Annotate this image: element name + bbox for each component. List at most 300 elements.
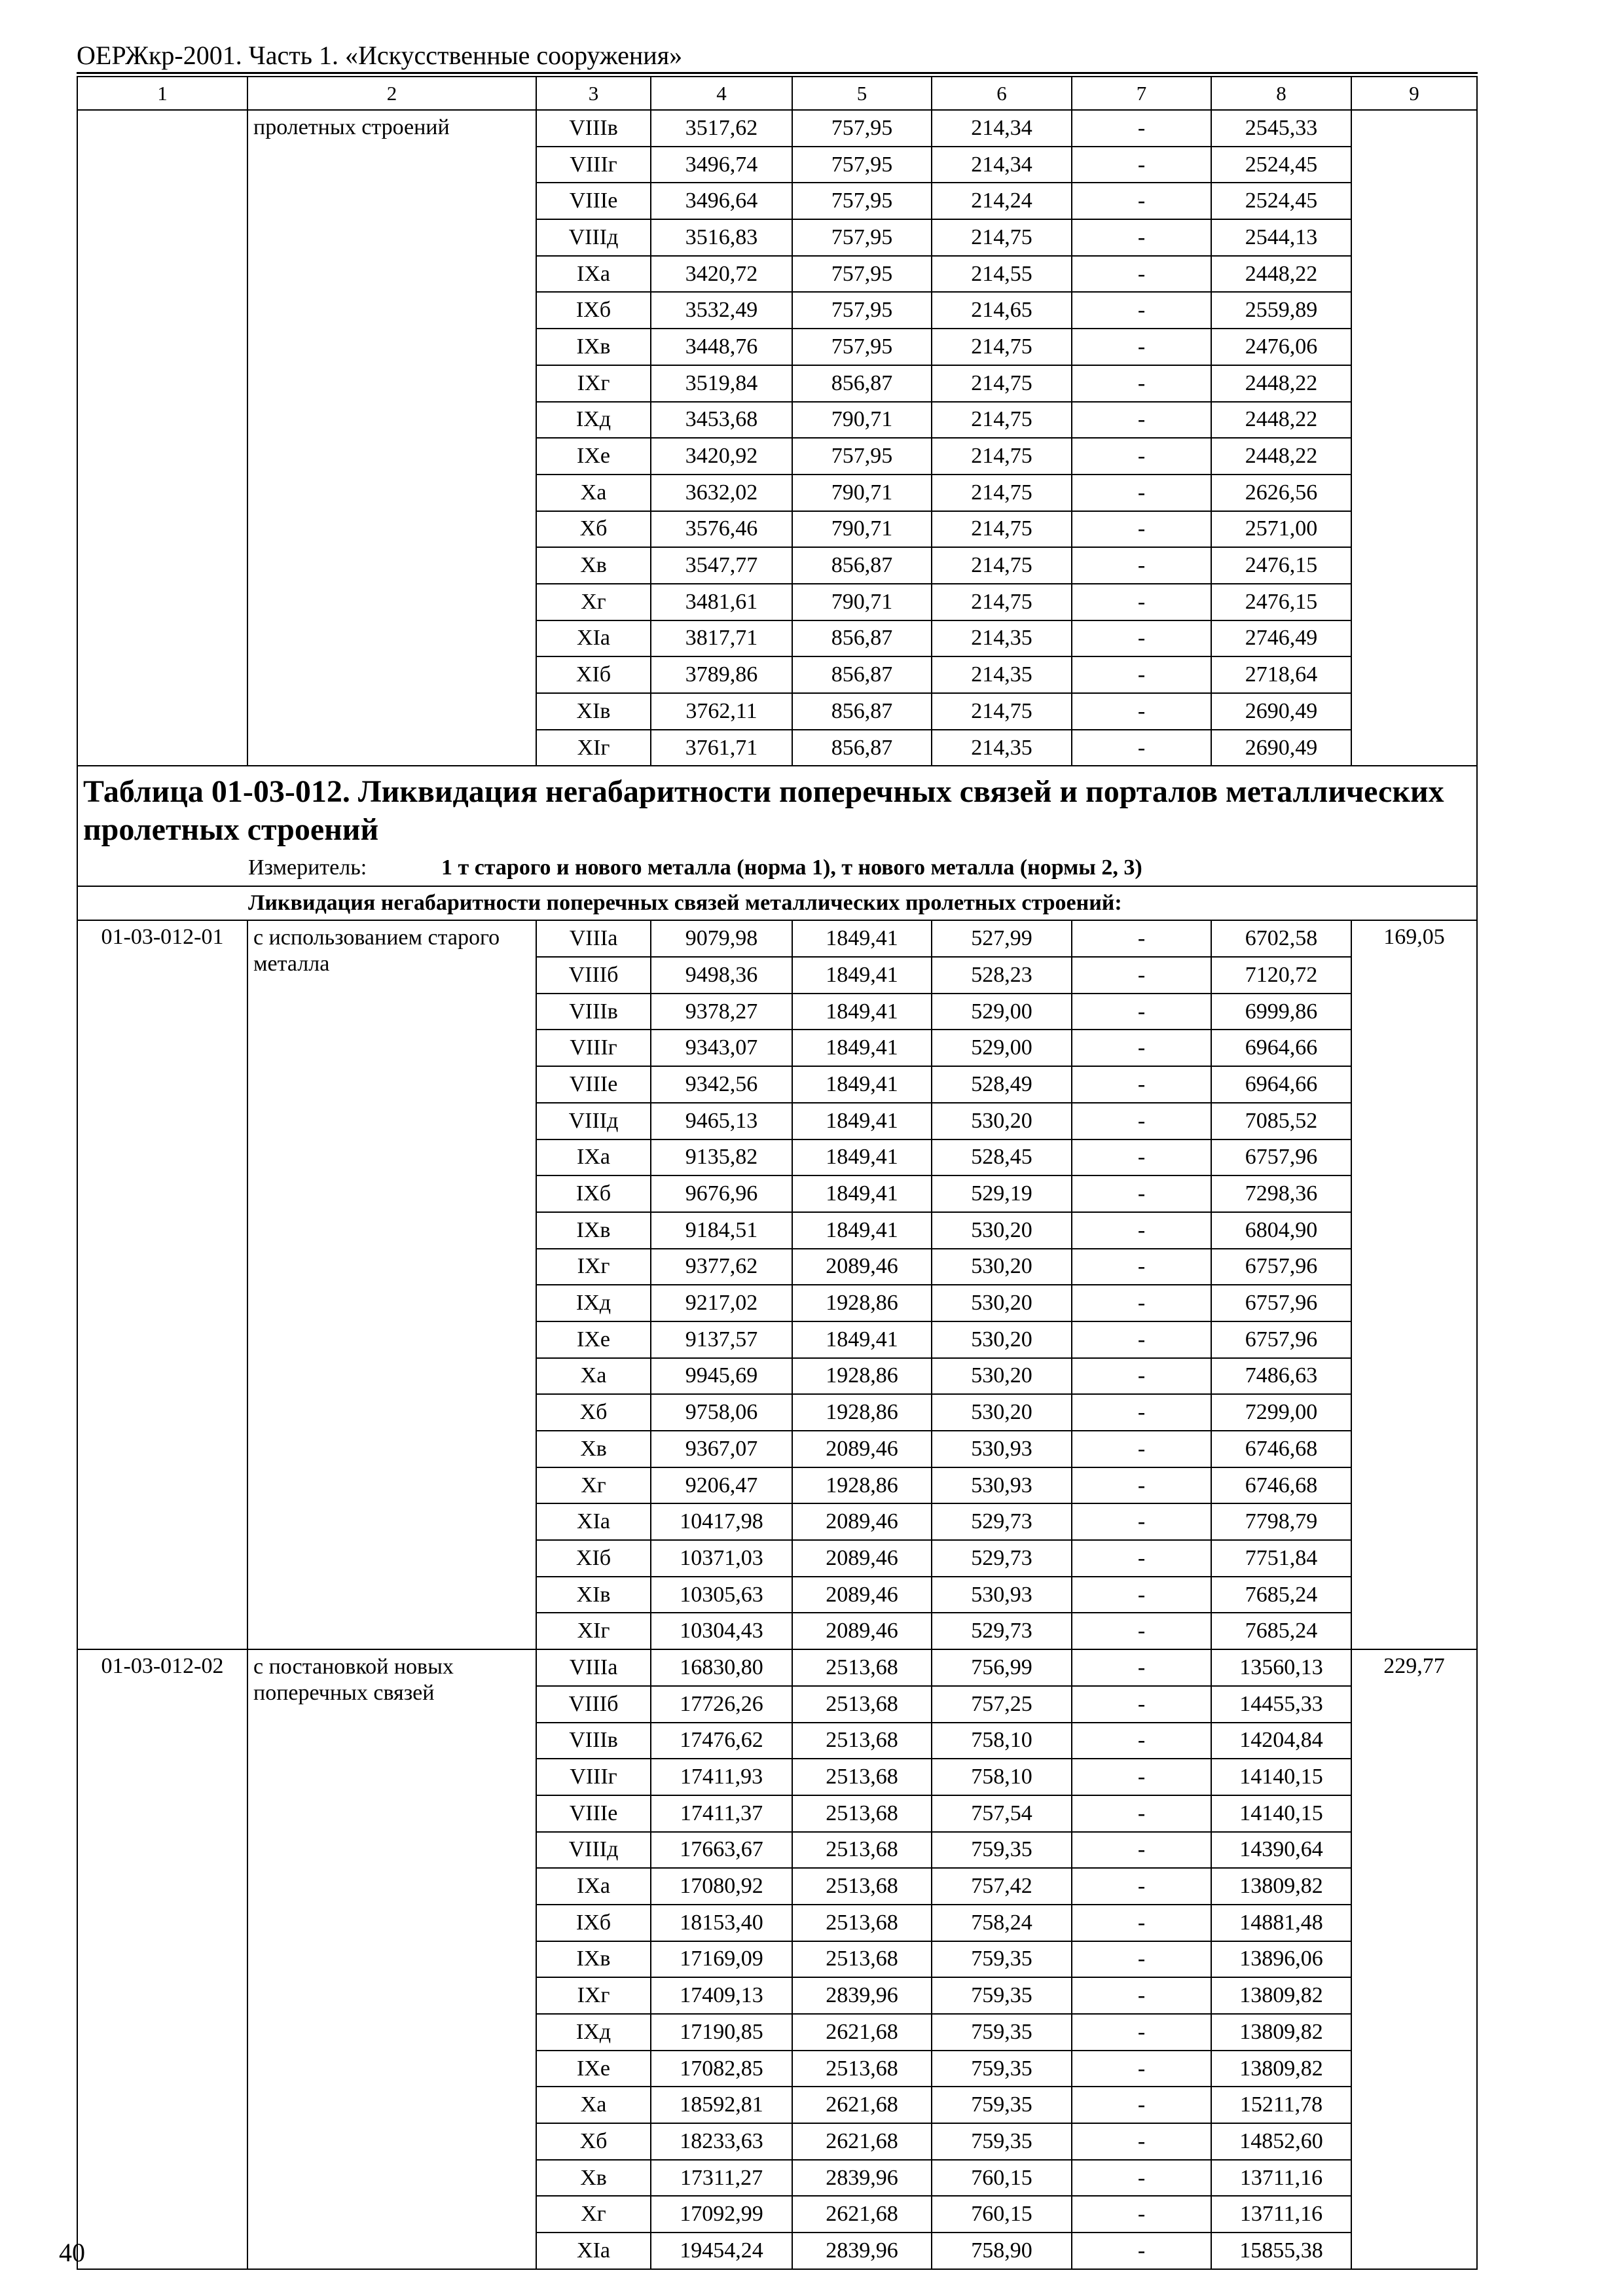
type-cell: XIб [536, 1540, 651, 1577]
c4-cell: 3789,86 [651, 656, 792, 693]
type-cell: Xа [536, 2087, 651, 2123]
c5-cell: 757,95 [792, 183, 932, 219]
type-cell: IXв [536, 329, 651, 365]
c5-cell: 1849,41 [792, 957, 932, 994]
c4-cell: 17169,09 [651, 1941, 792, 1978]
c8-cell: 7299,00 [1211, 1394, 1351, 1431]
type-cell: VIIIв [536, 1723, 651, 1759]
c7-cell: - [1072, 2014, 1211, 2051]
c6-cell: 758,90 [932, 2233, 1072, 2269]
c7-cell: - [1072, 620, 1211, 657]
c6-cell: 214,75 [932, 547, 1072, 584]
c4-cell: 17082,85 [651, 2051, 792, 2087]
c5-cell: 1849,41 [792, 1066, 932, 1103]
c4-cell: 3761,71 [651, 730, 792, 766]
c8-cell: 2559,89 [1211, 292, 1351, 329]
c6-cell: 758,10 [932, 1723, 1072, 1759]
c8-cell: 7486,63 [1211, 1358, 1351, 1395]
c5-cell: 1928,86 [792, 1394, 932, 1431]
c7-cell: - [1072, 1686, 1211, 1723]
c6-cell: 214,75 [932, 365, 1072, 402]
c8-cell: 2690,49 [1211, 730, 1351, 766]
type-cell: XIг [536, 1613, 651, 1649]
c5-cell: 2513,68 [792, 1905, 932, 1941]
c5-cell: 2089,46 [792, 1613, 932, 1649]
c8-cell: 13896,06 [1211, 1941, 1351, 1978]
c5-cell: 856,87 [792, 620, 932, 657]
c5-cell: 1849,41 [792, 1212, 932, 1249]
column-number: 6 [932, 77, 1072, 110]
header-rule [77, 72, 1478, 74]
c6-cell: 214,34 [932, 147, 1072, 183]
c5-cell: 2839,96 [792, 2160, 932, 2197]
c4-cell: 18592,81 [651, 2087, 792, 2123]
c7-cell: - [1072, 1103, 1211, 1139]
c7-cell: - [1072, 256, 1211, 293]
c4-cell: 9217,02 [651, 1285, 792, 1321]
subheader-row [77, 886, 1477, 920]
c6-cell: 214,35 [932, 620, 1072, 657]
c7-cell: - [1072, 2123, 1211, 2160]
type-cell: IXе [536, 1321, 651, 1358]
c6-cell: 214,75 [932, 219, 1072, 256]
c5-cell: 757,95 [792, 256, 932, 293]
c5-cell: 2089,46 [792, 1249, 932, 1285]
c6-cell: 759,35 [932, 2014, 1072, 2051]
c5-cell: 790,71 [792, 402, 932, 439]
c8-cell: 6757,96 [1211, 1285, 1351, 1321]
column-number: 5 [792, 77, 932, 110]
c4-cell: 19454,24 [651, 2233, 792, 2269]
column-number-row [77, 77, 1477, 110]
type-cell: Xг [536, 2196, 651, 2233]
c4-cell: 9137,57 [651, 1321, 792, 1358]
c5-cell: 2621,68 [792, 2196, 932, 2233]
c8-cell: 14852,60 [1211, 2123, 1351, 2160]
c7-cell: - [1072, 1503, 1211, 1540]
c7-cell: - [1072, 1941, 1211, 1978]
c8-cell: 7685,24 [1211, 1577, 1351, 1613]
rate-code: 01-03-012-01 [77, 920, 247, 1649]
c6-cell: 214,35 [932, 656, 1072, 693]
c4-cell: 3448,76 [651, 329, 792, 365]
c7-cell: - [1072, 511, 1211, 548]
c9-cell: 169,05 [1351, 920, 1477, 1649]
type-cell: VIIIе [536, 1066, 651, 1103]
type-cell: Xв [536, 547, 651, 584]
c8-cell: 6757,96 [1211, 1321, 1351, 1358]
c5-cell: 2513,68 [792, 1649, 932, 1686]
c4-cell: 9206,47 [651, 1467, 792, 1504]
c4-cell: 9184,51 [651, 1212, 792, 1249]
type-cell: VIIIб [536, 1686, 651, 1723]
column-number: 4 [651, 77, 792, 110]
c8-cell: 2626,56 [1211, 475, 1351, 511]
c6-cell: 758,24 [932, 1905, 1072, 1941]
c6-cell: 528,23 [932, 957, 1072, 994]
c7-cell: - [1072, 219, 1211, 256]
c6-cell: 214,65 [932, 292, 1072, 329]
type-cell: VIIIе [536, 1795, 651, 1832]
work-description: с использованием старого металла [247, 920, 536, 1649]
c5-cell: 1928,86 [792, 1467, 932, 1504]
type-cell: IXе [536, 2051, 651, 2087]
type-cell: Xг [536, 584, 651, 620]
c6-cell: 530,20 [932, 1394, 1072, 1431]
c8-cell: 7751,84 [1211, 1540, 1351, 1577]
c7-cell: - [1072, 1649, 1211, 1686]
c8-cell: 7685,24 [1211, 1613, 1351, 1649]
c4-cell: 9676,96 [651, 1175, 792, 1212]
c5-cell: 856,87 [792, 656, 932, 693]
c6-cell: 759,35 [932, 1977, 1072, 2014]
c5-cell: 2513,68 [792, 1795, 932, 1832]
c7-cell: - [1072, 1212, 1211, 1249]
c5-cell: 790,71 [792, 475, 932, 511]
c7-cell: - [1072, 1175, 1211, 1212]
c7-cell: - [1072, 1905, 1211, 1941]
type-cell: VIIIв [536, 110, 651, 147]
c4-cell: 3496,74 [651, 147, 792, 183]
c8-cell: 2524,45 [1211, 147, 1351, 183]
c4-cell: 16830,80 [651, 1649, 792, 1686]
c8-cell: 2718,64 [1211, 656, 1351, 693]
c4-cell: 9465,13 [651, 1103, 792, 1139]
c4-cell: 3519,84 [651, 365, 792, 402]
c8-cell: 13711,16 [1211, 2196, 1351, 2233]
c4-cell: 9135,82 [651, 1139, 792, 1176]
c5-cell: 2513,68 [792, 1759, 932, 1795]
c6-cell: 757,25 [932, 1686, 1072, 1723]
c7-cell: - [1072, 475, 1211, 511]
c4-cell: 10417,98 [651, 1503, 792, 1540]
c6-cell: 529,73 [932, 1540, 1072, 1577]
c6-cell: 530,20 [932, 1249, 1072, 1285]
c5-cell: 757,95 [792, 438, 932, 475]
c5-cell: 1849,41 [792, 1030, 932, 1066]
c5-cell: 2513,68 [792, 1686, 932, 1723]
c5-cell: 856,87 [792, 547, 932, 584]
c6-cell: 527,99 [932, 920, 1072, 957]
c8-cell: 2448,22 [1211, 402, 1351, 439]
c5-cell: 2513,68 [792, 1868, 932, 1905]
type-cell: VIIIа [536, 1649, 651, 1686]
c7-cell: - [1072, 1832, 1211, 1869]
c8-cell: 2545,33 [1211, 110, 1351, 147]
c4-cell: 3481,61 [651, 584, 792, 620]
c4-cell: 3632,02 [651, 475, 792, 511]
c4-cell: 3453,68 [651, 402, 792, 439]
c7-cell: - [1072, 292, 1211, 329]
c6-cell: 760,15 [932, 2196, 1072, 2233]
type-cell: IXд [536, 2014, 651, 2051]
c8-cell: 14140,15 [1211, 1795, 1351, 1832]
c5-cell: 856,87 [792, 693, 932, 730]
c6-cell: 530,93 [932, 1431, 1072, 1467]
c8-cell: 6746,68 [1211, 1467, 1351, 1504]
c8-cell: 6999,86 [1211, 994, 1351, 1030]
type-cell: VIIIг [536, 1759, 651, 1795]
c7-cell: - [1072, 1066, 1211, 1103]
column-number: 2 [247, 77, 536, 110]
c6-cell: 759,35 [932, 2051, 1072, 2087]
c4-cell: 10304,43 [651, 1613, 792, 1649]
c5-cell: 757,95 [792, 219, 932, 256]
c8-cell: 6757,96 [1211, 1139, 1351, 1176]
c8-cell: 2524,45 [1211, 183, 1351, 219]
c8-cell: 13809,82 [1211, 1868, 1351, 1905]
c5-cell: 1849,41 [792, 1139, 932, 1176]
c4-cell: 9342,56 [651, 1066, 792, 1103]
c7-cell: - [1072, 2051, 1211, 2087]
table-title: Таблица 01-03-012. Ликвидация негабаритности поперечных связей и порталов металлических пролетных строений [83, 774, 1444, 848]
type-cell: Xб [536, 1394, 651, 1431]
c6-cell: 529,73 [932, 1613, 1072, 1649]
c6-cell: 759,35 [932, 1832, 1072, 1869]
c6-cell: 214,75 [932, 329, 1072, 365]
c6-cell: 214,35 [932, 730, 1072, 766]
c5-cell: 757,95 [792, 329, 932, 365]
type-cell: IXв [536, 1212, 651, 1249]
c6-cell: 529,73 [932, 1503, 1072, 1540]
type-cell: XIв [536, 1577, 651, 1613]
c6-cell: 530,93 [932, 1467, 1072, 1504]
c5-cell: 2089,46 [792, 1540, 932, 1577]
c6-cell: 530,20 [932, 1285, 1072, 1321]
c6-cell: 759,35 [932, 2087, 1072, 2123]
c7-cell: - [1072, 1431, 1211, 1467]
type-cell: IXг [536, 365, 651, 402]
type-cell: Xб [536, 511, 651, 548]
type-cell: IXд [536, 1285, 651, 1321]
c5-cell: 856,87 [792, 365, 932, 402]
type-cell: Xв [536, 1431, 651, 1467]
page-number: 40 [59, 2238, 85, 2267]
c4-cell: 3762,11 [651, 693, 792, 730]
c8-cell: 14390,64 [1211, 1832, 1351, 1869]
type-cell: XIа [536, 620, 651, 657]
rates-table [77, 76, 1478, 2270]
type-cell: XIа [536, 2233, 651, 2269]
c7-cell: - [1072, 1723, 1211, 1759]
c7-cell: - [1072, 547, 1211, 584]
c5-cell: 2621,68 [792, 2014, 932, 2051]
c6-cell: 530,20 [932, 1103, 1072, 1139]
type-cell: Xг [536, 1467, 651, 1504]
c8-cell: 6757,96 [1211, 1249, 1351, 1285]
type-cell: IXа [536, 256, 651, 293]
c7-cell: - [1072, 730, 1211, 766]
type-cell: IXа [536, 1139, 651, 1176]
c8-cell: 15211,78 [1211, 2087, 1351, 2123]
c4-cell: 18233,63 [651, 2123, 792, 2160]
c8-cell: 7798,79 [1211, 1503, 1351, 1540]
rate-code [77, 110, 247, 766]
c6-cell: 757,54 [932, 1795, 1072, 1832]
c8-cell: 13809,82 [1211, 2051, 1351, 2087]
c6-cell: 214,75 [932, 511, 1072, 548]
c6-cell: 756,99 [932, 1649, 1072, 1686]
c7-cell: - [1072, 438, 1211, 475]
c8-cell: 13809,82 [1211, 2014, 1351, 2051]
c4-cell: 3547,77 [651, 547, 792, 584]
c6-cell: 529,00 [932, 994, 1072, 1030]
table-row [77, 1649, 1477, 1686]
c6-cell: 530,20 [932, 1358, 1072, 1395]
c6-cell: 530,20 [932, 1321, 1072, 1358]
c8-cell: 7120,72 [1211, 957, 1351, 994]
c7-cell: - [1072, 1467, 1211, 1504]
c7-cell: - [1072, 584, 1211, 620]
type-cell: Xв [536, 2160, 651, 2197]
c6-cell: 528,49 [932, 1066, 1072, 1103]
c8-cell: 7085,52 [1211, 1103, 1351, 1139]
type-cell: VIIIб [536, 957, 651, 994]
c5-cell: 2513,68 [792, 2051, 932, 2087]
type-cell: VIIIв [536, 994, 651, 1030]
c6-cell: 214,55 [932, 256, 1072, 293]
c7-cell: - [1072, 656, 1211, 693]
c6-cell: 760,15 [932, 2160, 1072, 2197]
type-cell: VIIIд [536, 219, 651, 256]
c7-cell: - [1072, 1394, 1211, 1431]
c7-cell: - [1072, 147, 1211, 183]
type-cell: VIIIг [536, 1030, 651, 1066]
c6-cell: 530,93 [932, 1577, 1072, 1613]
c8-cell: 6804,90 [1211, 1212, 1351, 1249]
c6-cell: 214,34 [932, 110, 1072, 147]
c7-cell: - [1072, 110, 1211, 147]
c8-cell: 2476,15 [1211, 547, 1351, 584]
c7-cell: - [1072, 2233, 1211, 2269]
c5-cell: 757,95 [792, 292, 932, 329]
c5-cell: 2513,68 [792, 1941, 932, 1978]
c8-cell: 15855,38 [1211, 2233, 1351, 2269]
c5-cell: 2089,46 [792, 1577, 932, 1613]
type-cell: IXг [536, 1249, 651, 1285]
c4-cell: 3420,92 [651, 438, 792, 475]
c5-cell: 2089,46 [792, 1503, 932, 1540]
c4-cell: 3817,71 [651, 620, 792, 657]
c8-cell: 2448,22 [1211, 365, 1351, 402]
c5-cell: 2839,96 [792, 1977, 932, 2014]
c4-cell: 9079,98 [651, 920, 792, 957]
c8-cell: 14140,15 [1211, 1759, 1351, 1795]
c4-cell: 9343,07 [651, 1030, 792, 1066]
c4-cell: 9378,27 [651, 994, 792, 1030]
type-cell: IXе [536, 438, 651, 475]
c4-cell: 17663,67 [651, 1832, 792, 1869]
c4-cell: 17476,62 [651, 1723, 792, 1759]
c7-cell: - [1072, 1249, 1211, 1285]
c7-cell: - [1072, 329, 1211, 365]
c8-cell: 13560,13 [1211, 1649, 1351, 1686]
c4-cell: 17726,26 [651, 1686, 792, 1723]
c6-cell: 214,24 [932, 183, 1072, 219]
c5-cell: 2513,68 [792, 1832, 932, 1869]
column-number: 8 [1211, 77, 1351, 110]
c4-cell: 18153,40 [651, 1905, 792, 1941]
c5-cell: 2839,96 [792, 2233, 932, 2269]
c6-cell: 214,75 [932, 438, 1072, 475]
type-cell: Xа [536, 1358, 651, 1395]
type-cell: VIIIд [536, 1832, 651, 1869]
c8-cell: 14455,33 [1211, 1686, 1351, 1723]
c5-cell: 856,87 [792, 730, 932, 766]
c8-cell: 6746,68 [1211, 1431, 1351, 1467]
table-row [77, 920, 1477, 957]
c4-cell: 17409,13 [651, 1977, 792, 2014]
c7-cell: - [1072, 1540, 1211, 1577]
c8-cell: 2544,13 [1211, 219, 1351, 256]
c8-cell: 2448,22 [1211, 438, 1351, 475]
column-number: 9 [1351, 77, 1477, 110]
c4-cell: 3496,64 [651, 183, 792, 219]
measure-line [83, 854, 1471, 882]
c7-cell: - [1072, 1577, 1211, 1613]
c8-cell: 2746,49 [1211, 620, 1351, 657]
c6-cell: 530,20 [932, 1212, 1072, 1249]
c5-cell: 2621,68 [792, 2123, 932, 2160]
c4-cell: 9498,36 [651, 957, 792, 994]
c7-cell: - [1072, 693, 1211, 730]
c5-cell: 2089,46 [792, 1431, 932, 1467]
type-cell: VIIIд [536, 1103, 651, 1139]
c4-cell: 17311,27 [651, 2160, 792, 2197]
c8-cell: 6964,66 [1211, 1030, 1351, 1066]
subheader: Ликвидация негабаритности поперечных связей металлических пролетных строений: [77, 886, 1477, 920]
c7-cell: - [1072, 2087, 1211, 2123]
measure-value: 1 т старого и нового металла (норма 1), т нового металла (нормы 2, 3) [441, 855, 1142, 880]
c4-cell: 9377,62 [651, 1249, 792, 1285]
column-number: 7 [1072, 77, 1211, 110]
c7-cell: - [1072, 1139, 1211, 1176]
c7-cell: - [1072, 920, 1211, 957]
type-cell: IXб [536, 292, 651, 329]
c6-cell: 759,35 [932, 2123, 1072, 2160]
c5-cell: 1928,86 [792, 1285, 932, 1321]
c7-cell: - [1072, 2196, 1211, 2233]
c7-cell: - [1072, 1613, 1211, 1649]
rate-code: 01-03-012-02 [77, 1649, 247, 2269]
c8-cell: 2476,15 [1211, 584, 1351, 620]
c7-cell: - [1072, 2160, 1211, 2197]
table-title-row [77, 766, 1477, 886]
c4-cell: 17080,92 [651, 1868, 792, 1905]
c5-cell: 2621,68 [792, 2087, 932, 2123]
c6-cell: 214,75 [932, 584, 1072, 620]
c6-cell: 759,35 [932, 1941, 1072, 1978]
c7-cell: - [1072, 1285, 1211, 1321]
column-number: 3 [536, 77, 651, 110]
c7-cell: - [1072, 1977, 1211, 2014]
c5-cell: 1849,41 [792, 920, 932, 957]
c7-cell: - [1072, 957, 1211, 994]
c7-cell: - [1072, 402, 1211, 439]
c5-cell: 757,95 [792, 110, 932, 147]
type-cell: IXб [536, 1905, 651, 1941]
type-cell: XIг [536, 730, 651, 766]
c4-cell: 9758,06 [651, 1394, 792, 1431]
c8-cell: 13711,16 [1211, 2160, 1351, 2197]
c5-cell: 1849,41 [792, 1103, 932, 1139]
c6-cell: 758,10 [932, 1759, 1072, 1795]
c4-cell: 17190,85 [651, 2014, 792, 2051]
c6-cell: 214,75 [932, 693, 1072, 730]
type-cell: Xб [536, 2123, 651, 2160]
c7-cell: - [1072, 1795, 1211, 1832]
c7-cell: - [1072, 1358, 1211, 1395]
